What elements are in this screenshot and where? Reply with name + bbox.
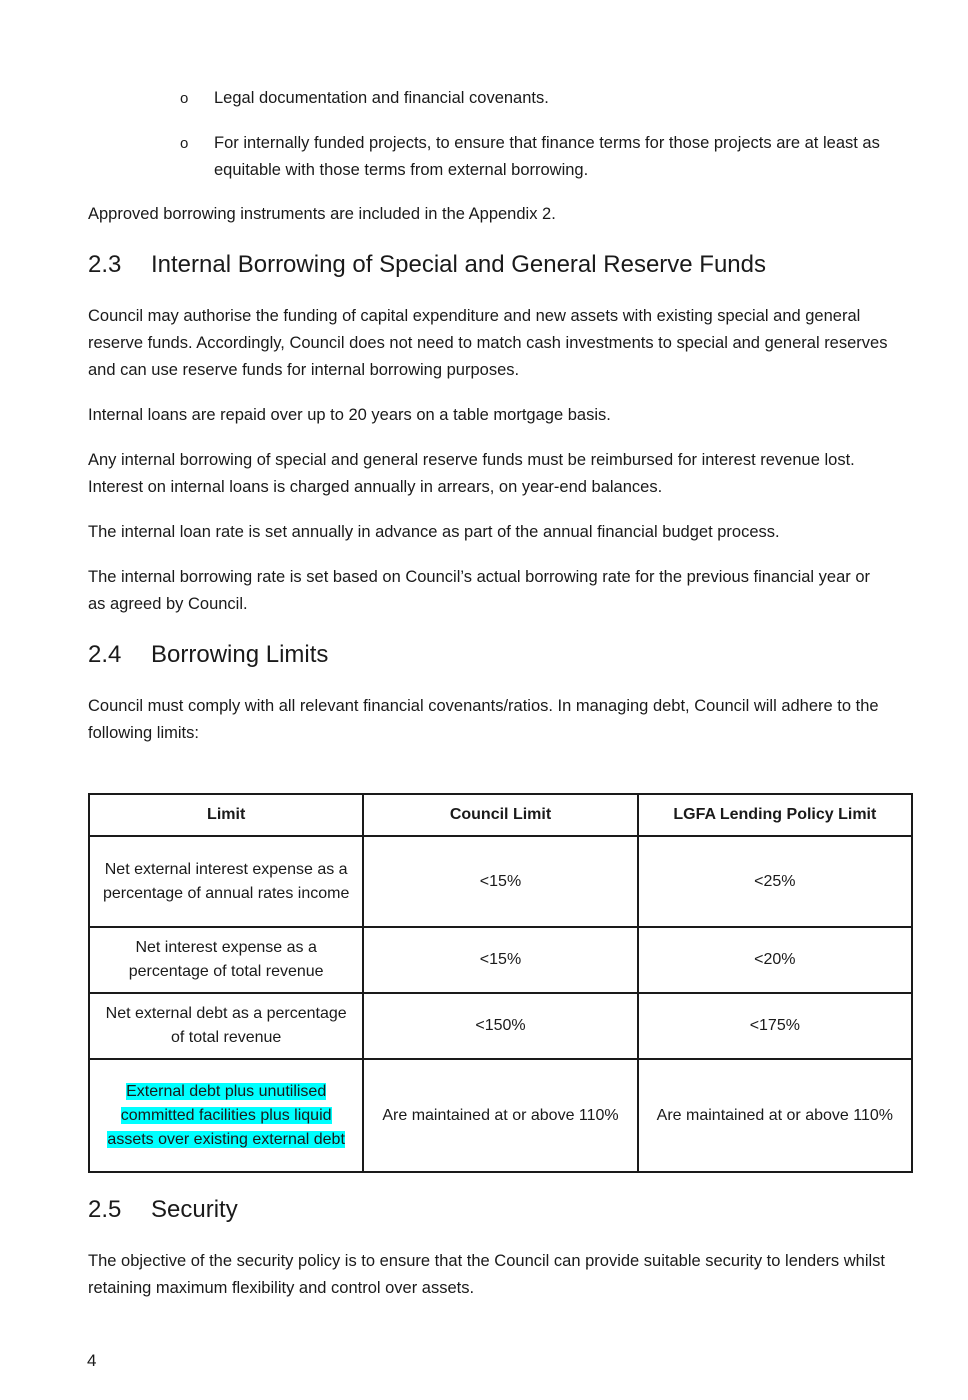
paragraph: The internal borrowing rate is set based on Council’s actual borrowing rate for the previous financial year or as agreed by Council. <box>88 568 871 613</box>
section-title: Internal Borrowing of Special and General Reserve Funds <box>151 251 766 278</box>
paragraph: Council must comply with all relevant financial covenants/ratios. In managing debt, Council will adhere to the following limits: <box>88 697 879 742</box>
bullet-text: For internally funded projects, to ensure that finance terms for those projects are at least as equitable with those terms from external borrowing. <box>214 134 880 179</box>
table-cell: Net external debt as a percentage of total revenue <box>89 993 363 1059</box>
table-cell <box>89 1059 363 1172</box>
table-cell: Are maintained at or above 110% <box>638 1059 912 1172</box>
table-cell: Net interest expense as a percentage of total revenue <box>89 927 363 993</box>
section-heading-2-5 <box>88 1194 238 1226</box>
table-cell: <15% <box>363 927 637 993</box>
approved-instruments-text: Approved borrowing instruments are included in the Appendix 2. <box>88 205 556 223</box>
bullet-text: Legal documentation and financial covenants. <box>214 89 549 107</box>
bullet-circle-icon: o <box>180 135 189 152</box>
section-title: Security <box>151 1196 238 1223</box>
table-cell: Net external interest expense as a percentage of annual rates income <box>89 836 363 927</box>
table-row <box>89 1059 912 1172</box>
highlighted-text: External debt plus unutilised committed facilities plus liquid assets over existing external debt <box>107 1082 345 1148</box>
paragraph: The objective of the security policy is to ensure that the Council can provide suitable security to lenders whilst retaining maximum flexibility and control over assets. <box>88 1252 885 1297</box>
table-header-row <box>89 794 912 836</box>
table-header-cell: LGFA Lending Policy Limit <box>638 794 912 836</box>
table-header-cell: Limit <box>89 794 363 836</box>
table-row <box>89 927 912 993</box>
table-row <box>89 993 912 1059</box>
table-cell: Are maintained at or above 110% <box>363 1059 637 1172</box>
table-header-cell: Council Limit <box>363 794 637 836</box>
section-heading-2-3 <box>88 249 766 281</box>
table-cell: <25% <box>638 836 912 927</box>
table-cell: <150% <box>363 993 637 1059</box>
section-number: 2.3 <box>88 251 122 278</box>
section-number: 2.5 <box>88 1196 122 1223</box>
section-title: Borrowing Limits <box>151 641 329 668</box>
section-heading-2-4 <box>88 639 328 671</box>
paragraph: Any internal borrowing of special and general reserve funds must be reimbursed for interest revenue lost. Interest on internal loans is charged annually in arrears, on year-end balances. <box>88 451 855 496</box>
table-cell: <15% <box>363 836 637 927</box>
paragraph: Internal loans are repaid over up to 20 years on a table mortgage basis. <box>88 406 611 424</box>
table-cell: <175% <box>638 993 912 1059</box>
borrowing-limits-table <box>88 793 913 1173</box>
page-number: 4 <box>87 1351 97 1370</box>
paragraph: The internal loan rate is set annually in advance as part of the annual financial budget process. <box>88 523 780 541</box>
table-cell: <20% <box>638 927 912 993</box>
section-number: 2.4 <box>88 641 122 668</box>
bullet-circle-icon: o <box>180 90 189 107</box>
table-row <box>89 836 912 927</box>
paragraph: Council may authorise the funding of capital expenditure and new assets with existing special and general reserve funds. Accordingly, Council does not need to match cash investments to special and general reserves and can use reserve funds for internal borrowing purposes. <box>88 307 888 379</box>
